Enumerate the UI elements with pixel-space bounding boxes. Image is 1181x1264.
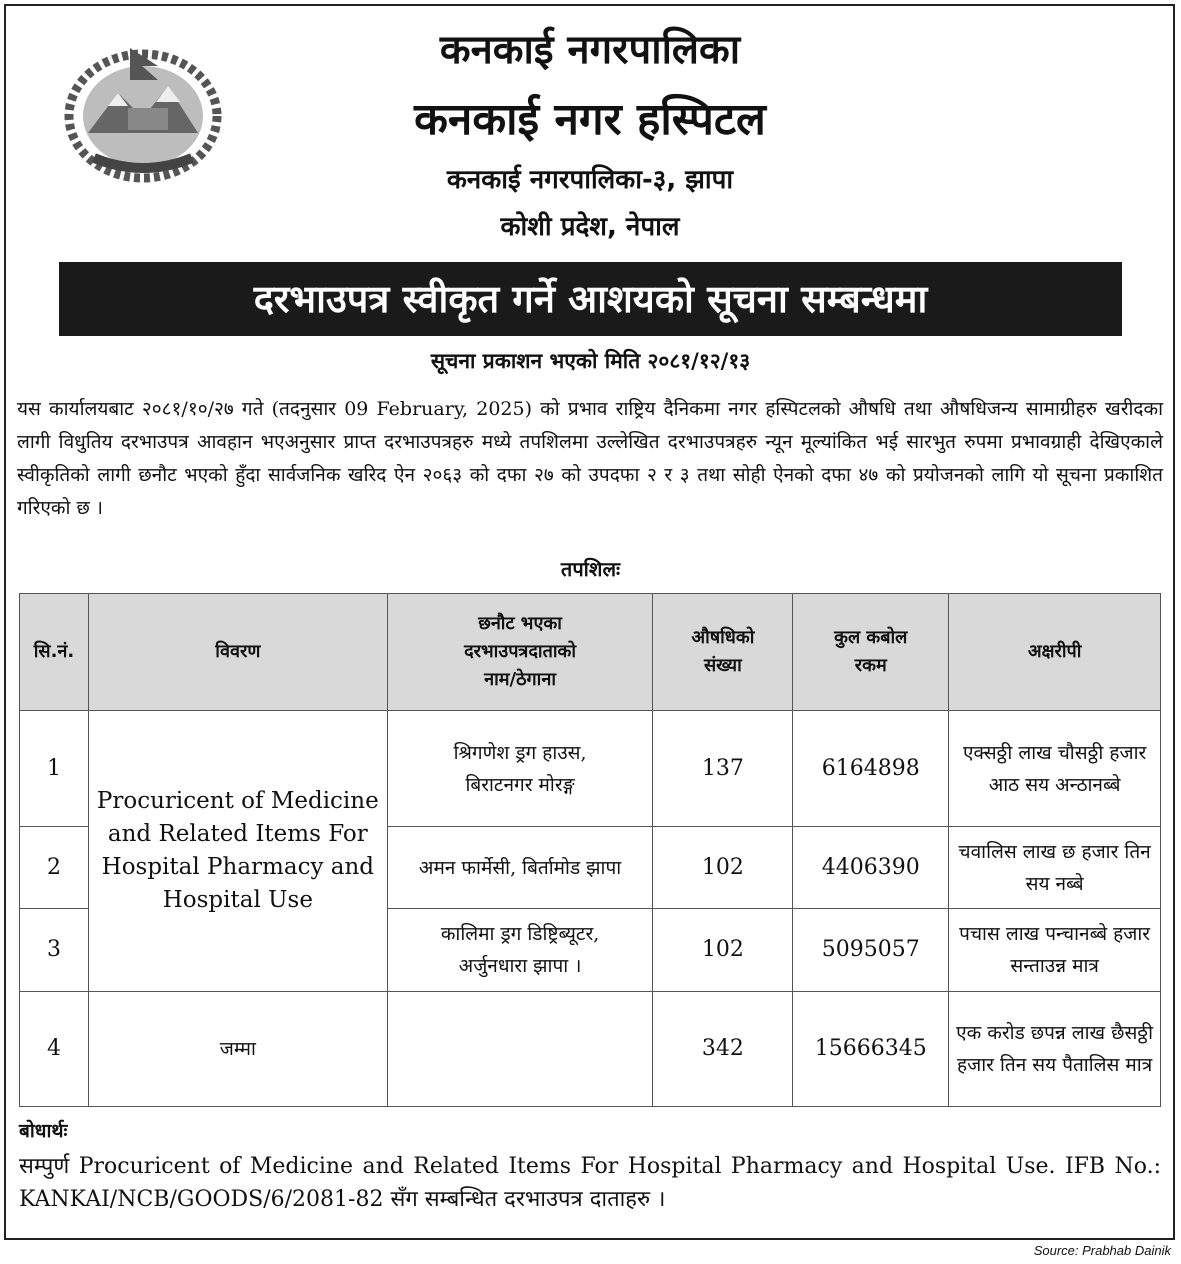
notice-title-banner: दरभाउपत्र स्वीकृत गर्ने आशयको सूचना सम्बन्धमा [59, 262, 1122, 336]
bid-amount: 4406390 [793, 827, 949, 909]
amount-in-words: एक्सठ्ठी लाख चौसठ्ठी हजार आठ सय अन्ठानब्बे [949, 711, 1161, 827]
nepal-emblem-icon [58, 38, 228, 188]
bid-amount: 5095057 [793, 909, 949, 992]
bidder-name-address: अमन फार्मेसी, बिर्तामोड झापा [387, 827, 653, 909]
row-sn: 3 [20, 909, 89, 992]
total-label: जम्मा [88, 992, 387, 1107]
bidder-name-address: श्रिगणेश ड्रग हाउस, बिराटनगर मोरङ्ग [387, 711, 653, 827]
bid-amount: 6164898 [793, 711, 949, 827]
item-count: 137 [653, 711, 793, 827]
row-sn: 2 [20, 827, 89, 909]
table-total-row [20, 992, 1161, 1107]
address-line-2: कोशी प्रदेश, नेपाल [500, 212, 680, 242]
empty-cell [387, 992, 653, 1107]
publication-date: सूचना प्रकाशन भएको मिति २०८१/१२/१३ [430, 349, 751, 373]
bid-table [19, 593, 1161, 1107]
header-sn: सि.नं. [20, 594, 89, 711]
header-description: विवरण [88, 594, 387, 711]
note-label: बोधार्थः [19, 1120, 68, 1142]
item-count: 102 [653, 827, 793, 909]
procurement-description: Procuricent of Medicine and Related Items For Hospital Pharmacy and Hospital Use [88, 711, 387, 992]
municipality-name: कनकाई नगरपालिका [439, 27, 741, 73]
amount-in-words: पचास लाख पन्चानब्बे हजार सन्ताउन्न मात्र [949, 909, 1161, 992]
total-amount-in-words: एक करोड छपन्न लाख छैसठ्ठी हजार तिन सय पैतालिस मात्र [949, 992, 1161, 1107]
header-amount-in-words: अक्षरीपी [949, 594, 1161, 711]
item-count: 102 [653, 909, 793, 992]
note-text: सम्पुर्ण Procuricent of Medicine and Related Items For Hospital Pharmacy and Hospital Use. IFB No.: KANKAI/NCB/GOODS/6/2081-82 सँग सम्बन्धित दरभाउपत्र दाताहरु । [19, 1154, 1161, 1212]
address-line-1: कनकाई नगरपालिका-३, झापा [446, 165, 734, 195]
total-item-count: 342 [653, 992, 793, 1107]
header-item-count: औषधिको संख्या [653, 594, 793, 711]
header-total-amount: कुल कबोल रकम [793, 594, 949, 711]
bidder-name-address: कालिमा ड्रग डिष्ट्रिब्यूटर, अर्जुनधारा झापा । [387, 909, 653, 992]
row-sn: 1 [20, 711, 89, 827]
table-row [20, 711, 1161, 827]
source-credit: Source: Prabhab Dainik [1033, 1243, 1171, 1258]
hospital-name: कनकाई नगर हस्पिटल [414, 94, 766, 145]
table-header-row [20, 594, 1161, 711]
header-bidder: छनौट भएका दरभाउपत्रदाताको नाम/ठेगाना [387, 594, 653, 711]
total-amount: 15666345 [793, 992, 949, 1107]
details-label: तपशिलः [560, 557, 621, 581]
row-sn: 4 [20, 992, 89, 1107]
notice-body: यस कार्यालयबाट २०८१/१०/२७ गते (तदनुसार 09 February, 2025) को प्रभाव राष्ट्रिय दैनिकमा नगर हस्पिटलको औषधि तथा औषधिजन्य सामाग्रीहरु खरीदका लागी विधुतिय दरभाउपत्र आवहान भएअनुसार प्राप्त दरभाउपत्रहरु मध्ये तपशिलमा उल्लेखित दरभाउपत्रहरु न्यून मूल्यांकित भई सारभुत रुपमा प्रभावग्राही देखिएकाले स्वीकृतिको लागी छनौट भएको हुँदा सार्वजनिक खरिद ऐन २०६३ को दफा २७ को उपदफा २ र ३ तथा सोही ऐनको दफा ४७ को प्रयोजनको लागि यो सूचना प्रकाशित गरिएको छ । [17, 398, 1163, 519]
amount-in-words: चवालिस लाख छ हजार तिन सय नब्बे [949, 827, 1161, 909]
